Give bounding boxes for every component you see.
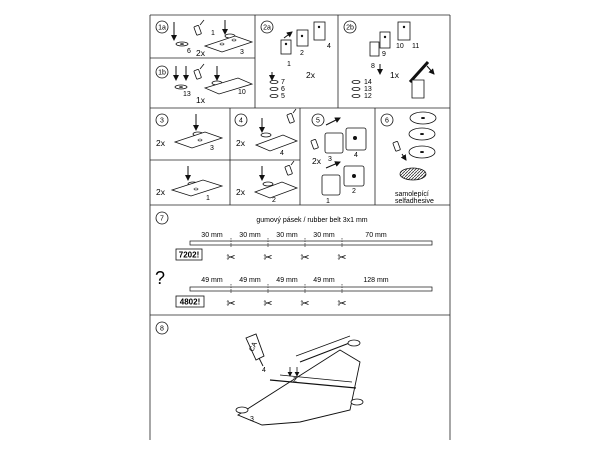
part-label: 14: [364, 79, 372, 86]
measure-label: 49 mm: [239, 277, 261, 284]
rubber-belt-title: gumový pásek / rubber belt 3x1 mm: [256, 217, 368, 224]
step-4-panel: [235, 109, 297, 204]
measure-label: 49 mm: [313, 277, 335, 284]
part-label: 4: [262, 367, 266, 374]
multiplier-label: 2x: [236, 138, 245, 148]
multiplier-label: 1x: [196, 95, 205, 105]
wheel: [351, 399, 363, 405]
measure-label: 128 mm: [363, 277, 389, 284]
measure-label: 30 mm: [313, 232, 335, 239]
part-label: 2: [272, 197, 276, 204]
base-plate: [205, 36, 252, 52]
step-6-panel: [381, 112, 436, 205]
measure-label: 49 mm: [276, 277, 298, 284]
bracket: [314, 22, 325, 40]
measure-label: 30 mm: [239, 232, 261, 239]
glue-bottle-icon: [194, 20, 204, 35]
multiplier-label: 2x: [156, 138, 165, 148]
step-1a-badge: 1a: [158, 24, 166, 32]
multiplier-label: 2x: [312, 156, 321, 166]
wheel-disc: [409, 146, 435, 158]
multiplier-label: 1x: [390, 70, 399, 80]
svg-text:✂: ✂: [300, 298, 310, 310]
step-8-panel: [156, 322, 363, 425]
glue-bottle-icon: [393, 141, 406, 160]
sanding-file-icon: [410, 62, 434, 82]
svg-text:✂: ✂: [263, 252, 273, 264]
part-label: 7: [281, 79, 285, 86]
step-1b-panel: [156, 64, 252, 105]
part-label: 1: [206, 195, 210, 202]
part-label: 2: [300, 50, 304, 57]
bracket: [281, 40, 291, 54]
selfadhesive-note-cz: samolepící: [395, 191, 429, 198]
part-label: 2: [293, 377, 297, 384]
part-label: 8: [371, 63, 375, 70]
multiplier-label: 2x: [156, 187, 165, 197]
glue-bottle-icon: [311, 139, 319, 149]
step-3-badge: 3: [160, 117, 164, 125]
belt-code: 7202!: [178, 250, 200, 260]
part-label: 1: [287, 61, 291, 68]
part-label: 5: [281, 93, 285, 100]
part-label: 3: [210, 145, 214, 152]
step-5-badge: 5: [316, 117, 320, 125]
part-label: 13: [183, 91, 191, 98]
ca-label: CA: [248, 341, 259, 353]
part-label: 12: [364, 93, 372, 100]
measure-label: 30 mm: [201, 232, 223, 239]
scissors-icon: [226, 298, 346, 310]
step-1b-badge: 1b: [158, 69, 166, 77]
step-2a-badge: 2a: [263, 24, 271, 32]
measure-label: 49 mm: [201, 277, 223, 284]
adhesive-pad: [400, 168, 426, 180]
glue-bottle-icon: [287, 109, 296, 123]
part-label: 13: [364, 86, 372, 93]
part-label: 1: [326, 198, 330, 205]
step-7-badge: 7: [160, 215, 164, 223]
part-label: 10: [396, 43, 404, 50]
wheel: [236, 407, 248, 413]
svg-text:✂: ✂: [263, 298, 273, 310]
multiplier-label: 2x: [306, 70, 315, 80]
part-label: 3: [240, 49, 244, 56]
step-7-panel: [155, 212, 432, 310]
part-label: 3: [250, 416, 254, 423]
glue-bottle-icon: [194, 64, 204, 79]
wheel-disc: [409, 128, 435, 140]
step-2a-panel: [261, 21, 331, 100]
step-1a-panel: [156, 20, 252, 58]
selfadhesive-note-en: selfadhesive: [395, 198, 434, 205]
ca-glue-bottle-icon: [246, 334, 264, 366]
svg-text:✂: ✂: [226, 298, 236, 310]
wheel: [348, 340, 360, 346]
rubber-belt: [190, 287, 432, 291]
step-6-badge: 6: [385, 117, 389, 125]
part-label: 4: [280, 150, 284, 157]
part-label: 2: [352, 188, 356, 195]
belt-row-2: [176, 277, 432, 310]
svg-text:✂: ✂: [337, 298, 347, 310]
part-label: 6: [281, 86, 285, 93]
multiplier-label: 2x: [196, 48, 205, 58]
wheel-disc: [410, 112, 436, 124]
part-label: 6: [187, 48, 191, 55]
part-label: 4: [354, 152, 358, 159]
part-label: 11: [412, 43, 420, 50]
belt-row-1: [176, 232, 432, 264]
scissors-icon: [226, 252, 346, 264]
rubber-belt: [190, 241, 432, 245]
multiplier-label: 2x: [236, 187, 245, 197]
part-label: 10: [238, 89, 246, 96]
belt-code: 4802!: [179, 297, 201, 307]
question-mark: ?: [155, 268, 166, 288]
step-3-panel: [156, 114, 222, 202]
part-label: 9: [382, 51, 386, 58]
bracket: [297, 30, 308, 46]
svg-text:✂: ✂: [337, 252, 347, 264]
part-label: 4: [327, 43, 331, 50]
measure-label: 30 mm: [276, 232, 298, 239]
step-4-badge: 4: [239, 117, 243, 125]
measure-label: 70 mm: [365, 232, 387, 239]
step-2b-badge: 2b: [346, 24, 354, 32]
glue-bottle-icon: [285, 161, 294, 175]
svg-text:✂: ✂: [226, 252, 236, 264]
step-5-panel: [311, 114, 366, 205]
step-8-badge: 8: [160, 325, 164, 333]
part-label: 1: [211, 30, 215, 37]
step-2b-panel: [344, 21, 434, 100]
svg-text:✂: ✂: [300, 252, 310, 264]
part-label: 3: [328, 156, 332, 163]
